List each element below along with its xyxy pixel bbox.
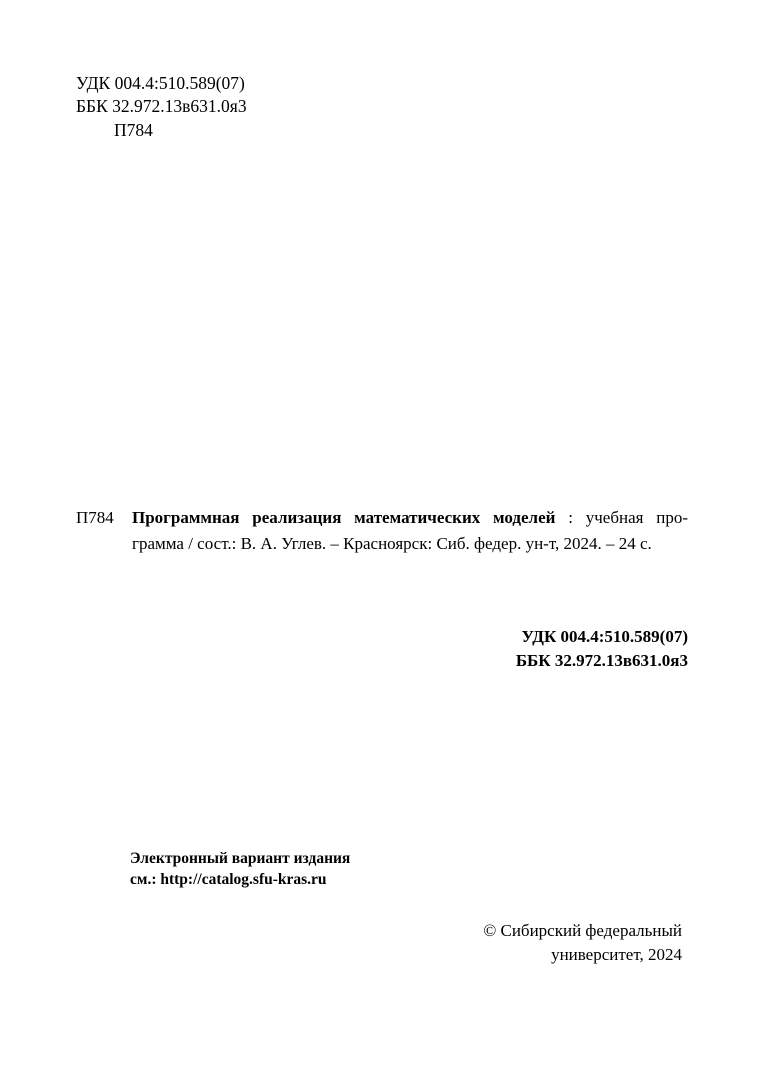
udk-code-repeat: УДК 004.4:510.589(07) (521, 627, 688, 646)
classification-top-block (76, 72, 247, 142)
bibliographic-record (76, 505, 688, 556)
author-sign-top: П784 (114, 119, 153, 140)
classification-repeat-block (516, 625, 688, 673)
bibliographic-record-text (132, 505, 688, 556)
bibliographic-record-row (76, 505, 688, 556)
publication-title: Программная реализация математических моделей (132, 508, 556, 527)
catalog-url[interactable]: см.: http://catalog.sfu-kras.ru (130, 871, 327, 889)
udk-code-top: УДК 004.4:510.589(07) (76, 73, 245, 93)
copyright-line-1: © Сибирский федеральный (483, 921, 682, 940)
copyright-block (483, 919, 682, 967)
bibliographic-record-table (76, 505, 688, 556)
electronic-version-note (130, 848, 350, 891)
bbk-code-repeat: ББК 32.972.13в631.0я3 (515, 651, 688, 671)
author-sign-record: П784 (76, 508, 114, 527)
electronic-version-label: Электронный вариант издания (130, 850, 351, 867)
bbk-code-top: ББК 32.972.13в631.0я3 (76, 96, 247, 117)
publication-imprint: : учебная про-грамма / сост.: В. А. Углев. – Красноярск: Сиб. федер. ун-т, 2024. – 24 с. (132, 508, 688, 553)
copyright-line-2: университет, 2024 (551, 945, 682, 965)
